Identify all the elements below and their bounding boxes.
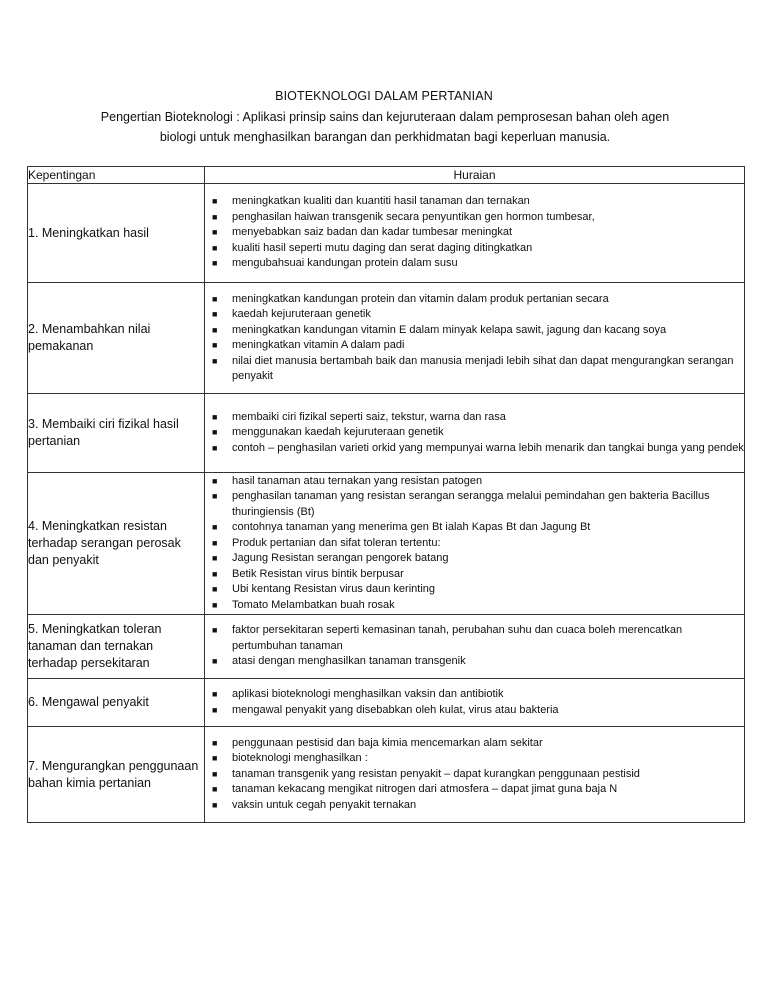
list-item (205, 536, 744, 552)
list-item (205, 567, 744, 583)
list-item-text: Jagung Resistan serangan pengorek batang (232, 552, 449, 565)
row-aspect: 7. Mengurangkan penggunaan bahan kimia pertanian (28, 727, 205, 823)
row-aspect: 1. Meningkatkan hasil (28, 184, 205, 283)
list-item (205, 551, 744, 567)
square-bullet-icon: ■ (212, 753, 218, 764)
list-item (205, 736, 744, 752)
square-bullet-icon: ■ (212, 324, 218, 335)
list-item-text: kaedah kejuruteraan genetik (232, 308, 371, 320)
table-row (28, 283, 745, 394)
square-bullet-icon: ■ (212, 442, 218, 453)
importance-table (27, 166, 745, 823)
square-bullet-icon: ■ (212, 355, 218, 366)
row-description (205, 727, 745, 823)
row-description (205, 615, 745, 679)
square-bullet-icon: ■ (212, 227, 218, 238)
definition-text: Pengertian Bioteknologi : Aplikasi prinsip sains dan kejuruteraan dalam pemprosesan bahan oleh agen biologi untuk menghasilkan barangan dan perkhidmatan bagi keperluan manusia. (100, 110, 670, 144)
list-item-text: membaiki ciri fizikal seperti saiz, tekstur, warna dan rasa (232, 410, 506, 423)
list-item (205, 410, 744, 426)
bullet-list (205, 687, 744, 718)
list-item-text: contohnya tanaman yang menerima gen Bt ialah Kapas Bt dan Jagung Bt (232, 521, 591, 534)
list-item-text: mengubahsuai kandungan protein dalam susu (232, 257, 458, 270)
list-item (205, 654, 744, 670)
list-item-text: contoh – penghasilan varieti orkid yang mempunyai warna lebih menarik dan tangkai bunga yang pendek (232, 441, 744, 454)
bullet-list (205, 623, 744, 670)
list-item (205, 338, 744, 354)
row-aspect: 3. Membaiki ciri fizikal hasil pertanian (28, 394, 205, 473)
square-bullet-icon: ■ (212, 427, 218, 438)
square-bullet-icon: ■ (212, 625, 218, 636)
list-item (205, 474, 744, 490)
square-bullet-icon: ■ (212, 309, 218, 319)
square-bullet-icon: ■ (212, 475, 218, 486)
square-bullet-icon: ■ (212, 737, 218, 748)
list-item-text: faktor persekitaran seperti kemasinan tanah, perubahan suhu dan cuaca boleh merencatkan pertumbuhan tanaman (232, 624, 683, 652)
list-item-text: vaksin untuk cegah penyakit ternakan (232, 798, 417, 811)
list-item-text: Tomato Melambatkan buah rosak (232, 598, 395, 611)
row-description (205, 184, 745, 283)
list-item (205, 489, 744, 520)
square-bullet-icon: ■ (212, 799, 218, 810)
list-item-text: aplikasi bioteknologi menghasilkan vaksin dan antibiotik (232, 688, 504, 700)
list-item-text: menggunakan kaedah kejuruteraan genetik (232, 426, 444, 439)
list-item (205, 241, 744, 257)
list-item (205, 598, 744, 614)
square-bullet-icon: ■ (212, 704, 218, 715)
row-description (205, 394, 745, 473)
header-huraian: Huraian (205, 167, 745, 184)
list-item-text: bioteknologi menghasilkan : (232, 752, 368, 765)
list-item-text: hasil tanaman atau ternakan yang resistan patogen (232, 474, 483, 487)
square-bullet-icon: ■ (212, 242, 218, 253)
table-row (28, 679, 745, 727)
table-header-row (28, 167, 745, 184)
list-item-text: meningkatkan kandungan vitamin E dalam minyak kelapa sawit, jagung dan kacang soya (232, 323, 667, 336)
list-item-text: meningkatkan kualiti dan kuantiti hasil tanaman dan ternakan (232, 195, 530, 208)
square-bullet-icon: ■ (212, 768, 218, 779)
list-item (205, 256, 744, 272)
table-row (28, 727, 745, 823)
list-item (205, 798, 744, 814)
row-description (205, 473, 745, 615)
square-bullet-icon: ■ (212, 293, 218, 304)
list-item-text: tanaman kekacang mengikat nitrogen dari atmosfera – dapat jimat guna baja N (232, 783, 618, 796)
table-row (28, 473, 745, 615)
row-aspect: 2. Menambahkan nilai pemakanan (28, 283, 205, 394)
bullet-list (205, 474, 744, 614)
square-bullet-icon: ■ (212, 599, 218, 610)
list-item-text: menyebabkan saiz badan dan kadar tumbesar meningkat (232, 226, 513, 239)
list-item-text: nilai diet manusia bertambah baik dan manusia menjadi lebih sihat dan dapat mengurangkan serangan penyakit (232, 354, 734, 382)
list-item (205, 520, 744, 536)
row-aspect: 4. Meningkatkan resistan terhadap serangan perosak dan penyakit (28, 473, 205, 615)
table-body (28, 184, 745, 823)
square-bullet-icon: ■ (212, 491, 218, 502)
row-description (205, 283, 745, 394)
list-item-text: kualiti hasil seperti mutu daging dan serat daging ditingkatkan (232, 241, 533, 254)
square-bullet-icon: ■ (212, 784, 218, 795)
square-bullet-icon: ■ (212, 689, 218, 699)
list-item (205, 194, 744, 210)
bullet-list (205, 736, 744, 814)
list-item (205, 425, 744, 441)
row-aspect: 5. Meningkatkan toleran tanaman dan ternakan terhadap persekitaran (28, 615, 205, 679)
bullet-list (205, 292, 744, 385)
document-title: BIOTEKNOLOGI DALAM PERTANIAN (275, 89, 493, 103)
list-item (205, 782, 744, 798)
list-item-text: Ubi kentang Resistan virus daun kerinting (232, 583, 436, 596)
list-item (205, 623, 744, 654)
list-item (205, 323, 744, 339)
list-item (205, 441, 744, 457)
square-bullet-icon: ■ (212, 258, 218, 269)
row-aspect: 6. Mengawal penyakit (28, 679, 205, 727)
list-item (205, 354, 744, 385)
list-item-text: penghasilan tanaman yang resistan serangan serangga melalui pemindahan gen bakteria Bacillus thuringiensis (Bt) (232, 490, 710, 518)
square-bullet-icon: ■ (212, 522, 218, 533)
table-row (28, 184, 745, 283)
square-bullet-icon: ■ (212, 411, 218, 422)
square-bullet-icon: ■ (212, 196, 218, 207)
list-item (205, 767, 744, 783)
row-description (205, 679, 745, 727)
square-bullet-icon: ■ (212, 553, 218, 564)
list-item (205, 751, 744, 767)
square-bullet-icon: ■ (212, 568, 218, 579)
table-row (28, 394, 745, 473)
list-item (205, 307, 744, 323)
list-item-text: penggunaan pestisid dan baja kimia mencemarkan alam sekitar (232, 736, 543, 749)
list-item (205, 292, 744, 308)
list-item (205, 687, 744, 703)
list-item-text: meningkatkan vitamin A dalam padi (232, 339, 405, 351)
square-bullet-icon: ■ (212, 656, 218, 667)
list-item (205, 582, 744, 598)
header-kepentingan: Kepentingan (28, 167, 205, 184)
table-row (28, 615, 745, 679)
square-bullet-icon: ■ (212, 211, 218, 222)
list-item-text: meningkatkan kandungan protein dan vitamin dalam produk pertanian secara (232, 292, 609, 305)
list-item-text: Betik Resistan virus bintik berpusar (232, 567, 404, 580)
square-bullet-icon: ■ (212, 584, 218, 595)
list-item-text: Produk pertanian dan sifat toleran tertentu: (232, 536, 441, 549)
square-bullet-icon: ■ (212, 340, 218, 350)
list-item (205, 703, 744, 719)
list-item-text: atasi dengan menghasilkan tanaman transgenik (232, 655, 466, 668)
list-item-text: tanaman transgenik yang resistan penyakit – dapat kurangkan penggunaan pestisid (232, 767, 640, 780)
list-item-text: mengawal penyakit yang disebabkan oleh kulat, virus atau bakteria (232, 703, 559, 716)
bullet-list (205, 194, 744, 272)
list-item (205, 225, 744, 241)
list-item (205, 210, 744, 226)
list-item-text: penghasilan haiwan transgenik secara penyuntikan gen hormon tumbesar, (232, 210, 595, 223)
square-bullet-icon: ■ (212, 537, 218, 548)
bullet-list (205, 410, 744, 457)
